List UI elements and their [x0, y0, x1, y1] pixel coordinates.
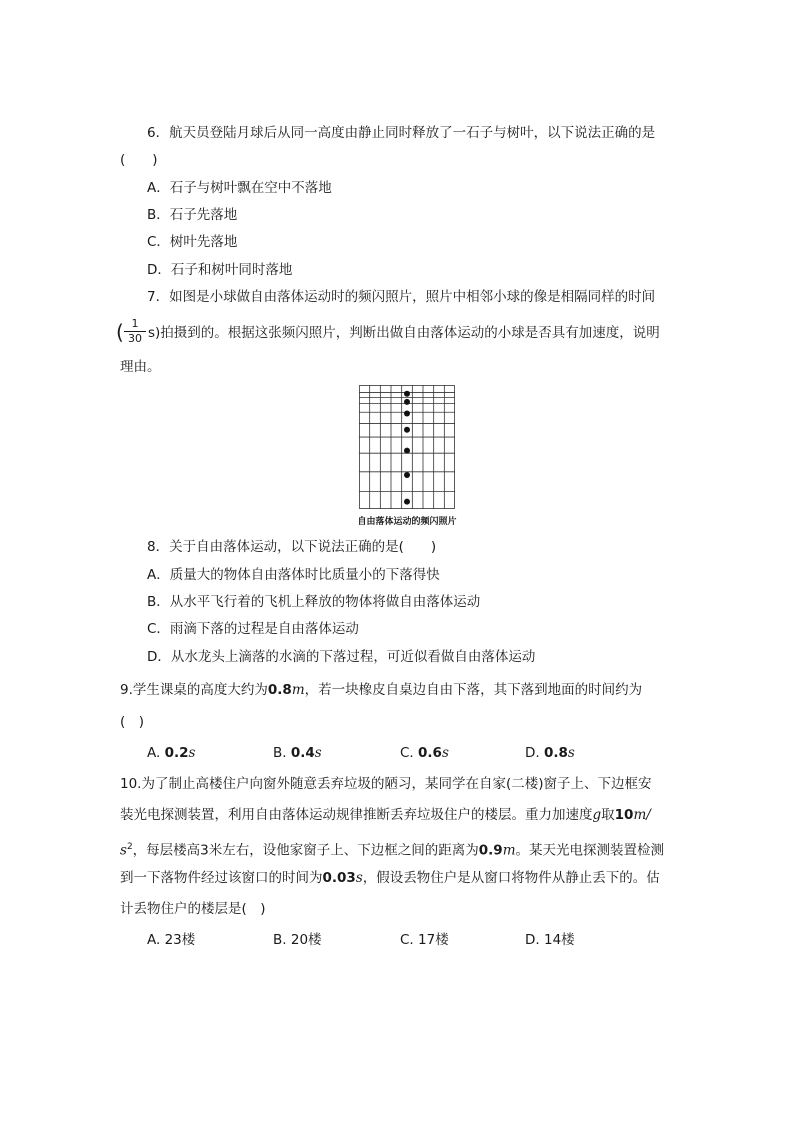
q6-option-c: C．树叶先落地 — [147, 234, 238, 250]
q10-line4-b: ，假设丢物住户是从窗口将物件从静止丢下的。估 — [362, 870, 660, 886]
q10-option-c-value: 17楼 — [418, 932, 449, 948]
q9-option-b-value: 0.4 — [290, 745, 315, 761]
q10-s-exponent: 2 — [126, 842, 133, 852]
q10-distance-value: 0.9 — [478, 842, 503, 859]
q7-stem-line2: s)拍摄到的。根据这张频闪照片，判断出做自由落体运动的小球是否具有加速度，说明 — [148, 325, 660, 341]
q9-stem-line1 — [120, 681, 642, 699]
q9-option-d-unit: s — [567, 745, 575, 761]
q9-option-b-unit: s — [314, 745, 322, 761]
q9-stem-line2: ( ) — [120, 714, 145, 730]
q10-option-a-value: 23楼 — [164, 932, 196, 948]
q9-stem-b: ，若一块橡皮自桌边自由下落，其下落到地面的时间约为 — [304, 682, 643, 698]
q10-g-symbol: g — [592, 807, 602, 823]
q8-option-c: C．雨滴下落的过程是自由落体运动 — [147, 621, 359, 637]
q9-option-b-letter: B. — [273, 745, 287, 761]
q10-line3 — [120, 838, 664, 860]
q6-option-d: D．石子和树叶同时落地 — [147, 262, 293, 278]
q9-option-a-unit: s — [188, 745, 196, 761]
q9-option-a-value: 0.2 — [164, 745, 189, 761]
q7-fraction — [124, 318, 146, 345]
q10-line2-a: 装光电探测装置，利用自由落体运动规律推断丢弃垃圾住户的楼层。重力加速度 — [120, 807, 593, 823]
q9-option-a — [147, 744, 195, 762]
q10-option-c-letter: C. — [400, 932, 414, 948]
q10-option-c — [400, 931, 449, 949]
falling-ball — [404, 411, 410, 417]
q10-option-b-value: 20楼 — [290, 932, 322, 948]
q6-stem-line1: 6．航天员登陆月球后从同一高度由静止同时释放了一石子与树叶，以下说法正确的是 — [147, 125, 656, 141]
strobe-photo-balls — [404, 391, 410, 505]
q10-option-a — [147, 931, 195, 949]
q7-stem-line3: 理由。 — [120, 359, 161, 375]
falling-ball — [404, 391, 410, 397]
q7-stem-line1: 7．如图是小球做自由落体运动时的频闪照片，照片中相邻小球的像是相隔同样的时间 — [147, 289, 656, 305]
q10-line3-b: 。某天光电探测装置检测 — [515, 842, 664, 859]
q10-g-value: 10 — [614, 807, 634, 823]
q9-option-d — [525, 744, 575, 762]
q10-s-unit: s — [120, 842, 127, 859]
q10-line1: 10.为了制止高楼住户向窗外随意丢弃垃圾的陋习，某同学在自家(二楼)窗子上、下边框安 — [120, 776, 652, 792]
figure-caption: 自由落体运动的频闪照片 — [357, 517, 457, 527]
q7-fraction-denominator: 30 — [128, 332, 142, 345]
q10-line5: 计丢物住户的楼层是( ) — [120, 901, 266, 917]
q10-time-unit: s — [355, 870, 363, 886]
q10-option-a-letter: A. — [147, 932, 161, 948]
q8-option-b: B．从水平飞行着的飞机上释放的物体将做自由落体运动 — [147, 594, 481, 610]
q10-time-value: 0.03 — [322, 870, 356, 886]
q10-g-unit: m/ — [633, 807, 651, 823]
q10-option-d — [525, 931, 575, 949]
strobe-photo-figure — [359, 385, 455, 509]
falling-ball — [404, 499, 410, 505]
q9-option-d-letter: D. — [525, 745, 540, 761]
falling-ball — [404, 399, 410, 405]
q9-option-b — [273, 744, 322, 762]
q6-option-a: A．石子与树叶飘在空中不落地 — [147, 180, 332, 196]
q7-open-paren: ( — [116, 320, 124, 344]
q10-line2-b: 取 — [601, 807, 615, 823]
q9-option-c — [400, 744, 449, 762]
q10-distance-unit: m — [502, 842, 516, 859]
q8-stem: 8．关于自由落体运动，以下说法正确的是( ) — [147, 539, 437, 555]
q9-option-d-value: 0.8 — [543, 745, 568, 761]
q9-option-c-value: 0.6 — [418, 745, 442, 761]
q10-line4-a: 到一下落物件经过该窗口的时间为 — [120, 870, 323, 886]
q10-line3-a: ，每层楼高3米左右，设他家窗子上、下边框之间的距离为 — [132, 842, 479, 859]
falling-ball — [404, 448, 410, 454]
q7-fraction-numerator: 1 — [124, 318, 146, 332]
q9-option-c-letter: C. — [400, 745, 414, 761]
q9-option-c-unit: s — [441, 745, 449, 761]
q9-height-value: 0.8 — [267, 682, 292, 698]
q6-option-b: B．石子先落地 — [147, 207, 238, 223]
q8-option-a: A．质量大的物体自由落体时比质量小的下落得快 — [147, 567, 440, 583]
q10-line2 — [120, 806, 651, 824]
q9-option-a-letter: A. — [147, 745, 161, 761]
q10-line4 — [120, 869, 660, 887]
q9-stem-a: 9.学生课桌的高度大约为 — [120, 682, 268, 698]
q10-option-d-value: 14楼 — [543, 932, 575, 948]
q10-option-b — [273, 931, 322, 949]
q10-option-d-letter: D. — [525, 932, 540, 948]
q9-height-unit: m — [291, 682, 305, 698]
falling-ball — [404, 472, 410, 478]
falling-ball — [404, 427, 410, 433]
q10-option-b-letter: B. — [273, 932, 287, 948]
q6-stem-line2: ( ) — [120, 152, 158, 168]
q8-option-d: D．从水龙头上滴落的水滴的下落过程，可近似看做自由落体运动 — [147, 649, 536, 665]
